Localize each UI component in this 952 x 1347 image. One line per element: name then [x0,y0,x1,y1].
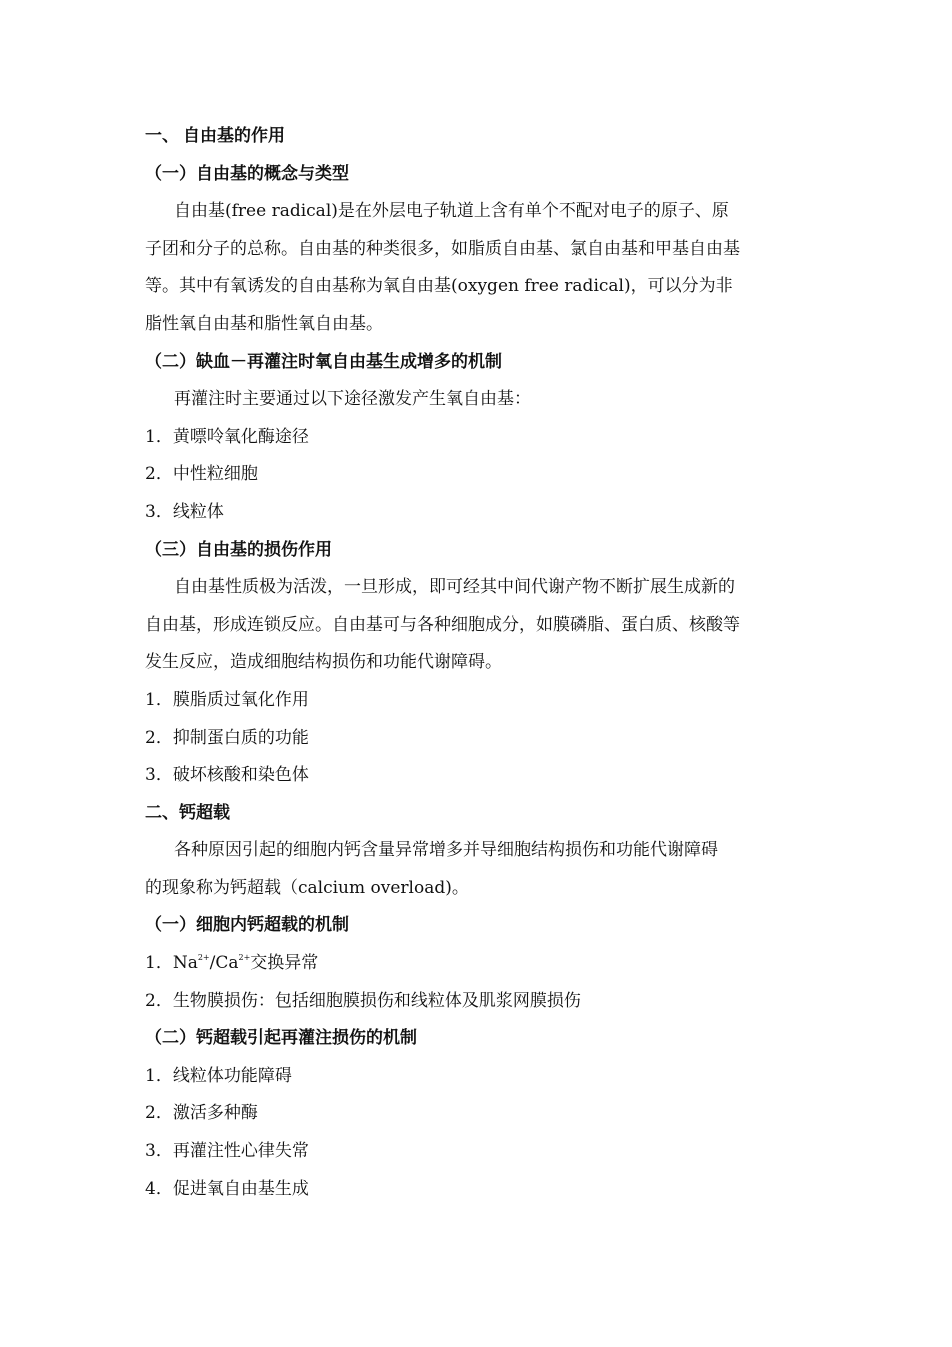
section-2-heading: 二、钙超载 [145,802,230,823]
superscript-charge: 2+ [238,953,251,963]
list-item: 4．促进氧自由基生成 [145,1178,309,1199]
section-1-number: 一、 [145,126,179,146]
subsection-2-2-heading: （二）钙超载引起再灌注损伤的机制 [145,1028,417,1049]
list-item-na-ca-exchange [145,945,810,983]
paragraph-1-1-line-4: 脂性氧自由基和脂性氧自由基。 [145,313,383,334]
list-item: 3．线粒体 [145,501,224,522]
section-1-heading [145,118,810,156]
subsection-1-2-heading: （二）缺血－再灌注时氧自由基生成增多的机制 [145,351,502,372]
subsection-2-1-heading: （一）细胞内钙超载的机制 [145,915,349,936]
list-item: 2．激活多种酶 [145,1103,258,1124]
section-1-title: 自由基的作用 [183,126,285,146]
paragraph-1-3-line-3: 发生反应，造成细胞结构损伤和功能代谢障碍。 [145,652,502,673]
paragraph-1-3-line-2: 自由基，形成连锁反应。自由基可与各种细胞成分，如膜磷脂、蛋白质、核酸等 [145,614,740,635]
superscript-charge: 2+ [197,953,210,963]
item-prefix: 1．Na [145,953,198,974]
subsection-1-3-heading: （三）自由基的损伤作用 [145,539,332,560]
paragraph-1-1-line-2: 子团和分子的总称。自由基的种类很多，如脂质自由基、氯自由基和甲基自由基 [145,238,740,259]
item-suffix: 交换异常 [250,953,319,974]
paragraph-1-1-line-1: 自由基(free radical)是在外层电子轨道上含有单个不配对电子的原子、原 [174,201,729,222]
paragraph-2-line-1: 各种原因引起的细胞内钙含量异常增多并导细胞结构损伤和功能代谢障碍 [174,840,718,861]
list-item: 2．生物膜损伤：包括细胞膜损伤和线粒体及肌浆网膜损伤 [145,990,581,1011]
paragraph-1-1-line-3: 等。其中有氧诱发的自由基称为氧自由基(oxygen free radical)，可以分为非 [145,276,733,297]
list-item: 2．抑制蛋白质的功能 [145,727,309,748]
document-body [145,118,810,1208]
subsection-1-1-heading: （一）自由基的概念与类型 [145,163,349,184]
list-item: 1．膜脂质过氧化作用 [145,689,309,710]
paragraph-1-3-line-1: 自由基性质极为活泼，一旦形成，即可经其中间代谢产物不断扩展生成新的 [174,577,735,598]
paragraph-2-line-2: 的现象称为钙超载（calcium overload)。 [145,877,469,898]
list-item: 3．再灌注性心律失常 [145,1141,309,1162]
list-item: 1．线粒体功能障碍 [145,1065,292,1086]
list-item: 1．黄嘌呤氧化酶途径 [145,426,309,447]
item-mid: /Ca [209,953,239,974]
paragraph-1-2-intro: 再灌注时主要通过以下途径激发产生氧自由基： [174,389,531,410]
list-item: 3．破坏核酸和染色体 [145,765,309,786]
list-item: 2．中性粒细胞 [145,464,258,485]
